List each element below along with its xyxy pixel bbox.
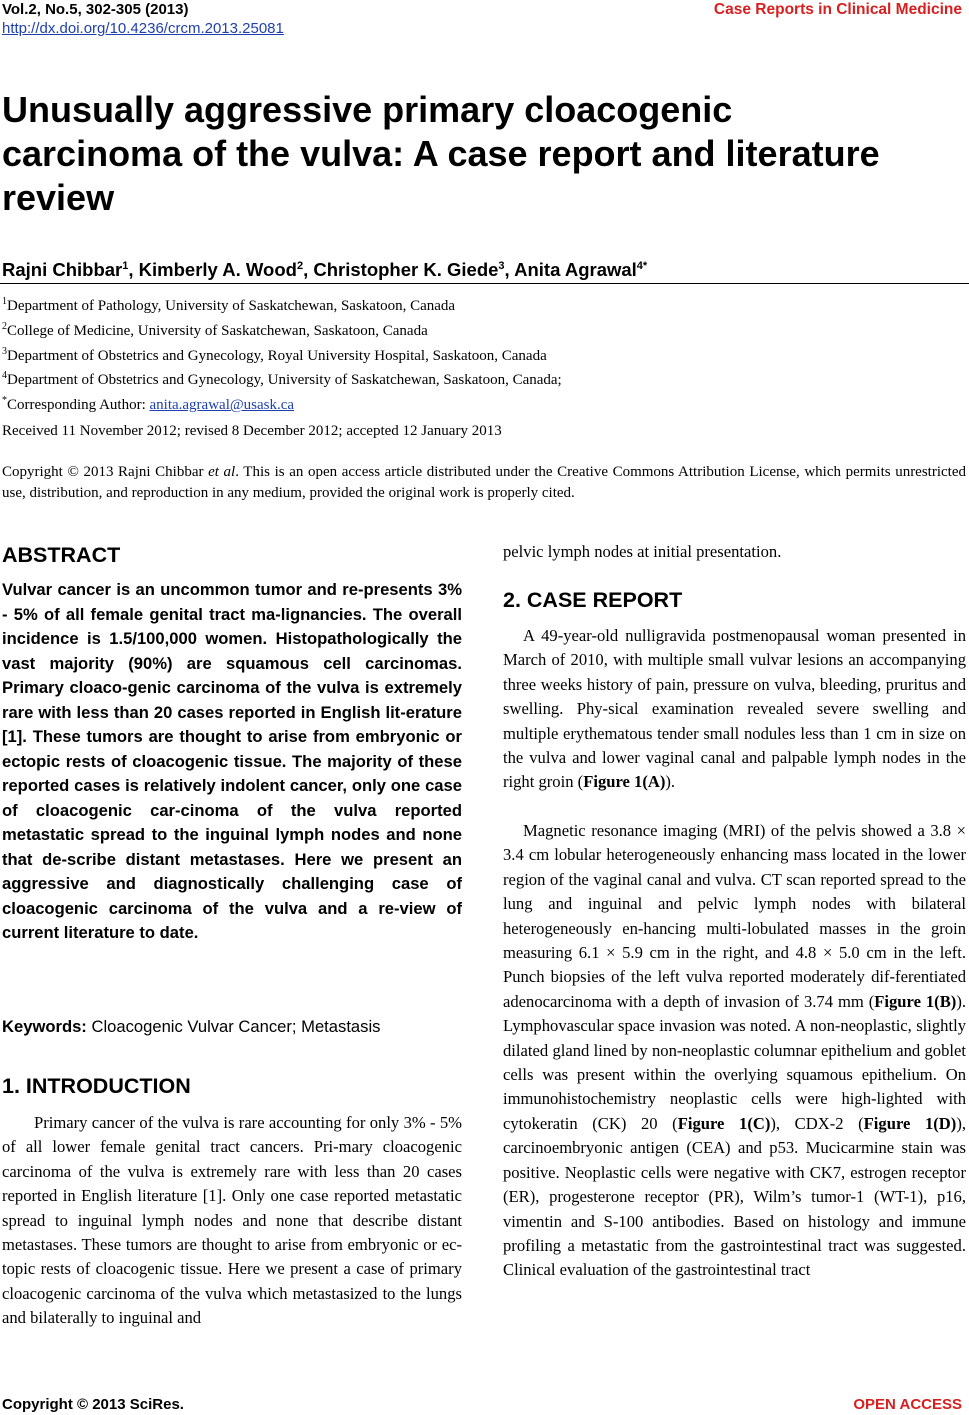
case-text: ). (665, 772, 676, 792)
author-name: Rajni Chibbar (2, 259, 123, 281)
article-title: Unusually aggressive primary cloacogenic carcinoma of the vulva: A case report and literature review (2, 89, 880, 218)
author-separator: , (504, 259, 515, 281)
affiliation-item (2, 292, 562, 317)
keywords-label: Keywords: (2, 1017, 87, 1036)
author-affiliation-mark: 2 (296, 260, 304, 272)
affiliation-text: Department of Obstetrics and Gynecology, University of Saskatchewan, Saskatoon, Canada; (7, 372, 562, 389)
case-report-paragraph-2 (503, 819, 966, 1283)
abstract-heading: ABSTRACT (2, 543, 121, 567)
affiliation-item (2, 366, 562, 391)
title-divider (0, 283, 969, 284)
copyright-etal: et al (208, 464, 236, 480)
email-link[interactable]: anita.agrawal@usask.ca (149, 397, 295, 414)
affiliation-mark: 1 (2, 296, 7, 307)
case-report-heading: 2. CASE REPORT (503, 588, 683, 612)
affiliation-mark: 2 (2, 320, 7, 332)
figure-reference[interactable]: Figure 1(C) (677, 1113, 771, 1133)
case-text: ). Lymphovascular space invasion was noted. A non-neoplastic, slightly dilated gland lined by non-neoplastic columnar epithelium and goblet cells was present within the overlying squamous epithelium. On immunohistochemistry neoplastic cells were high-lighted with cytokeratin (CK) 20 ( (503, 991, 966, 1133)
affiliation-mark: 4 (2, 370, 7, 382)
figure-reference[interactable]: Figure 1(A) (583, 772, 666, 792)
affiliation-text: Department of Obstetrics and Gynecology, Royal University Hospital, Saskatoon, Canada (7, 347, 547, 364)
introduction-body: Primary cancer of the vulva is rare accounting for only 3% - 5% of all lower female genital tract cancers. Pri-mary cloacogenic carcinoma of the vulva is extremely rare with less than 20 cases reported in English literature [1]. Only one case reported metastatic spread to inguinal lymph nodes and none that describe distant metastases. These tumors are thought to arise from embryonic or ec-topic rests of cloacogenic tissue. Here we present a case of primary cloacogenic carcinoma of the vulva which metastasized to the lungs and bilaterally to inguinal and (2, 1113, 462, 1328)
affiliation-text: Department of Pathology, University of Saskatchewan, Saskatoon, Canada (7, 298, 456, 314)
affiliation-item (2, 342, 562, 367)
case-text: Magnetic resonance imaging (MRI) of the pelvis showed a 3.8 × 3.4 cm lobular heterogeneously enhancing mass located in the lower region of the vaginal canal and vulva. CT scan reported spread to the lung and inguinal and pelvic lymph nodes with bilateral heterogeneously en-hancing multi-lobulated masses in the groin measuring 6.1 × 5.9 cm in the right, and 4.8 × 5.0 cm in the left. Punch biopsies of the left vulva reported moderately dif-ferentiated adenocarcinoma with a depth of invasion of 3.74 mm ( (503, 821, 966, 1011)
abstract-body: Vulvar cancer is an uncommon tumor and re-presents 3% - 5% of all female genital tract ma-lignancies. The overall incidence is 1.5/100,000 women. Histopathologically the vast majority (90%) are squamous cell carcinomas. Primary cloaco-genic carcinoma of the vulva is extremely rare with less than 20 cases reported in English lit-erature [1]. These tumors are thought to arise from embryonic or ectopic rests of cloacogenic tissue. The majority of these reported cases is relatively indolent cancer, only one case of cloacogenic car-cinoma of the vulva reported metastatic spread to the inguinal lymph nodes and none that de-scribe distant metastases. Here we present an aggressive and diagnostically challenging case of cloacogenic carcinoma of the vulva and a re-view of current literature to date. (2, 580, 462, 942)
copyright-notice (2, 462, 966, 504)
figure-reference[interactable]: Figure 1(B) (874, 991, 957, 1011)
journal-name: Case Reports in Clinical Medicine (713, 1, 962, 18)
case-text: A 49-year-old nulligravida postmenopausal woman presented in March of 2010, with multiple small vulvar lesions an accompanying three weeks history of pain, pressure on vulva, bleeding, pruritus and swelling. Phy-sical examination revealed severe swelling and multiple erythematous tender small nodules less than 1 cm in size on the vulva and lower vaginal canal and palpable lymph nodes in the right groin ( (503, 626, 966, 792)
author-name: Anita Agrawal (514, 259, 637, 281)
case-text: ), carcinoembryonic antigen (CEA) and p53. Mucicarmine stain was positive. Neoplastic cells were negative with CK7, estrogen receptor (ER), progesterone receptor (PR), Wilm’s tumor-1 (WT-1), p16, vimentin and S-100 antibodies. Based on histology and immune profiling a metastatic from the gastrointestinal tract was suggested. Clinical evaluation of the gastrointestinal tract (503, 1113, 967, 1280)
introduction-continuation: pelvic lymph nodes at initial presentation. (503, 542, 782, 561)
figure-reference[interactable]: Figure 1(D) (863, 1113, 957, 1133)
author-name: Kimberly A. Wood (138, 259, 297, 281)
introduction-heading: 1. INTRODUCTION (2, 1074, 191, 1098)
copyright-text-end: . This is an open access article distributed under the Creative Commons Attribution License, which permits unrestricted use, distribution, and reproduction in any medium, provided the original work is properly cited. (2, 464, 966, 501)
affiliation-mark: 3 (2, 345, 7, 357)
author-affiliation-mark: 4* (636, 260, 648, 272)
author-separator: , (128, 259, 139, 281)
corresponding-author (2, 391, 562, 416)
affiliation-text: College of Medicine, University of Saskatchewan, Saskatoon, Canada (7, 322, 428, 339)
case-text: ), CDX-2 ( (770, 1113, 864, 1133)
corresponding-label: Corresponding Author: (7, 397, 150, 414)
keywords-text: Cloacogenic Vulvar Cancer; Metastasis (86, 1017, 381, 1036)
copyright-text: Copyright © 2013 Rajni Chibbar (2, 464, 209, 480)
journal-volume: Vol.2, No.5, 302-305 (2013) (2, 1, 189, 18)
keywords (2, 1015, 462, 1039)
case-report-paragraph-1 (503, 624, 966, 795)
affiliation-list (2, 292, 562, 416)
corresponding-mark: * (2, 395, 7, 407)
author-list (2, 254, 647, 282)
author-affiliation-mark: 3 (498, 260, 505, 272)
author-affiliation-mark: 1 (122, 260, 129, 272)
affiliation-item (2, 317, 562, 342)
author-separator: , (303, 259, 314, 281)
footer-copyright: Copyright © 2013 SciRes. (2, 1396, 184, 1413)
open-access-label: OPEN ACCESS (853, 1396, 962, 1413)
article-dates: Received 11 November 2012; revised 8 December 2012; accepted 12 January 2013 (2, 423, 502, 439)
author-name: Christopher K. Giede (313, 259, 499, 281)
doi-link[interactable]: http://dx.doi.org/10.4236/crcm.2013.25081 (2, 20, 284, 37)
